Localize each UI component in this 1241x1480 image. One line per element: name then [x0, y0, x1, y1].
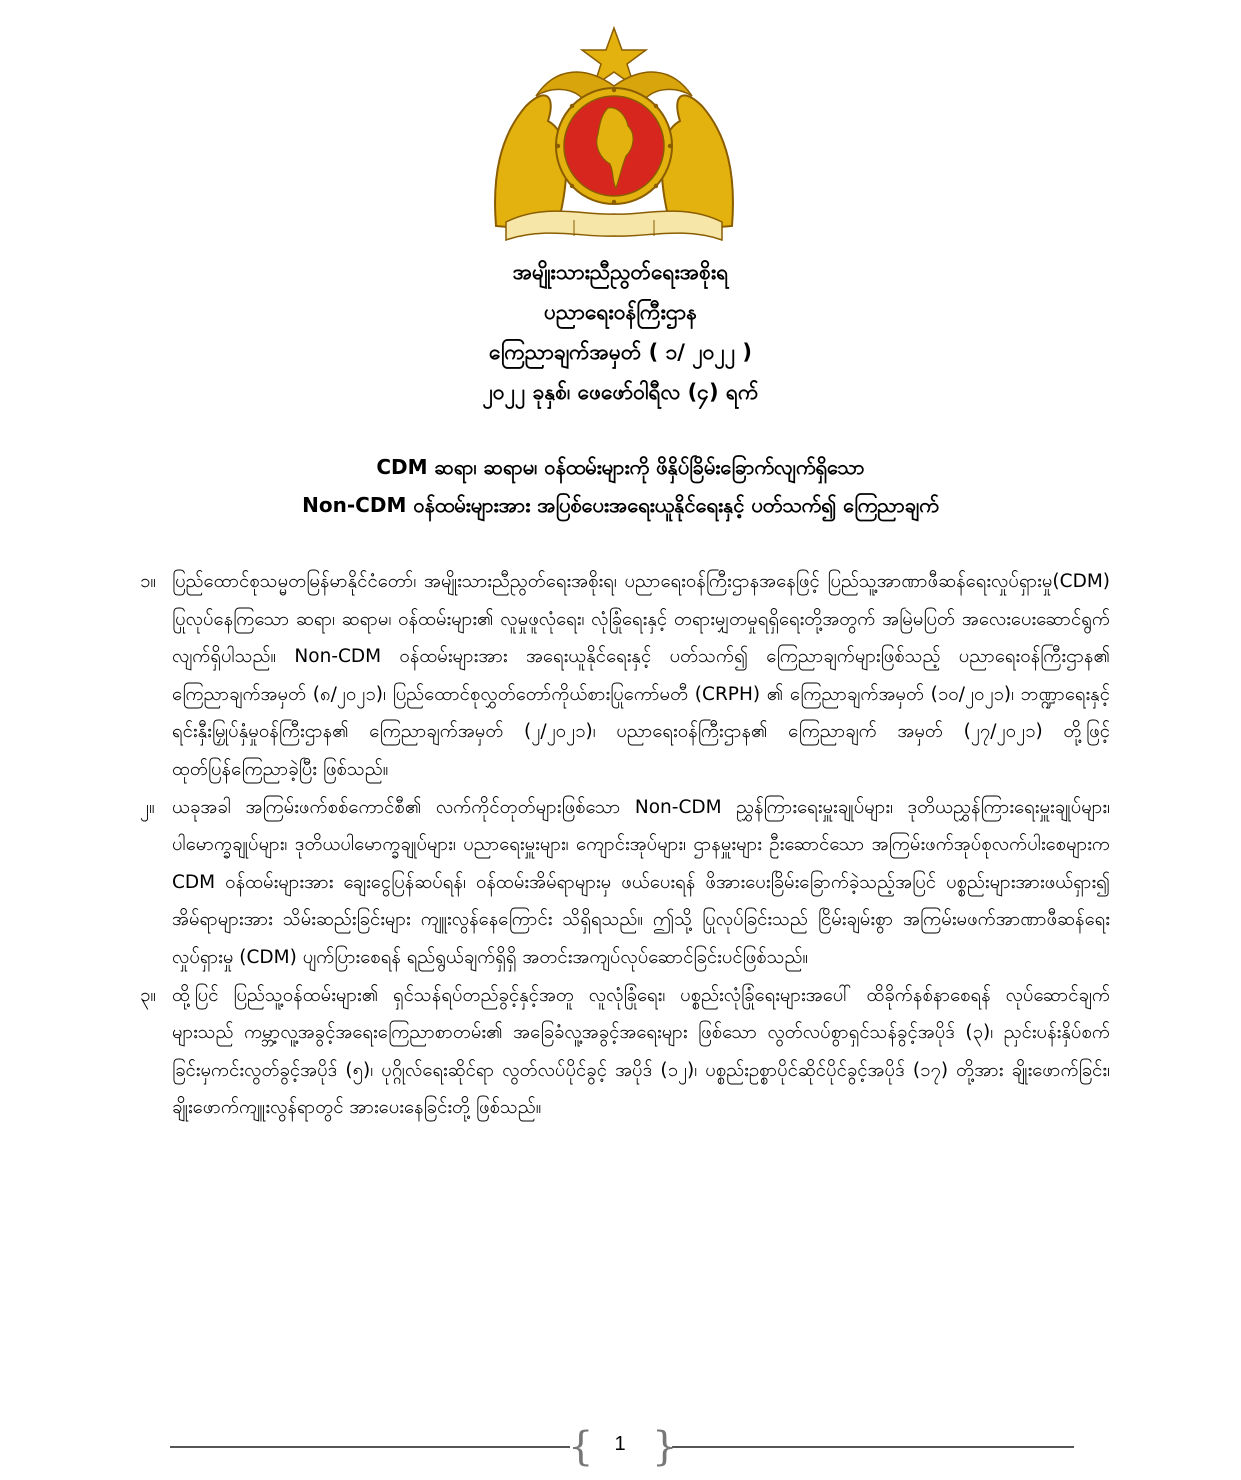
- paragraph-3: [140, 977, 1110, 1127]
- page-number: 1: [614, 1433, 626, 1455]
- state-seal-emblem: [486, 26, 742, 250]
- paragraph-number: ၁။: [140, 571, 157, 592]
- paragraph-text: ပြည်ထောင်စုသမ္မတမြန်မာနိုင်ငံတော်၊ အမျိုးသားညီညွတ်ရေးအစိုးရ၊ ပညာရေးဝန်ကြီးဌာနအနေဖြင့် ပြည်သူ့အာဏာဖီဆန်ရေးလှုပ်ရှားမှု(CDM) ပြုလုပ်နေကြသော ဆရာ၊ ဆရာမ၊ ဝန်ထမ်းများ၏ လူမှုဖူလုံရေး၊ လုံခြုံရေးနှင့် တရားမျှတမှုရရှိရေးတို့အတွက် အမြဲမပြတ် အလေးပေးဆောင်ရွက်လျက်ရှိပါသည်။ Non-CDM ဝန်ထမ်းများအား အရေးယူနိုင်ရေးနှင့် ပတ်သက်၍ ကြေညာချက်များဖြစ်သည့် ပညာရေးဝန်ကြီးဌာန၏ ကြေညာချက်အမှတ် (၈/၂၀၂၁)၊ ပြည်ထောင်စုလွှတ်တော်ကိုယ်စားပြုကော်မတီ (CRPH) ၏ ကြေညာချက်အမှတ် (၁၀/၂၀၂၁)၊ ဘဏ္ဍာရေးနှင့် ရင်းနှီးမြှုပ်နှံမှုဝန်ကြီးဌာန၏ ကြေညာချက်အမှတ် (၂/၂၀၂၁)၊ ပညာရေးဝန်ကြီးဌာန၏ ကြေညာချက် အမှတ် (၂၇/၂၀၂၁) တို့ဖြင့် ထုတ်ပြန်ကြေညာခဲ့ပြီး ဖြစ်သည်။: [172, 571, 1110, 780]
- government-name: အမျိုးသားညီညွတ်ရေးအစိုးရ: [512, 260, 729, 284]
- document-body: [140, 563, 1110, 1127]
- ribbon: [506, 211, 722, 240]
- announcement-date: ၂၀၂၂ ခုနှစ်၊ ဖေဖော်ဝါရီလ (၄) ရက်: [482, 380, 759, 404]
- ministry-name: ပညာရေးဝန်ကြီးဌာန: [544, 300, 697, 324]
- document-header: [0, 252, 1241, 412]
- announcement-number: ကြေညာချက်အမှတ် ( ၁/ ၂၀၂၂ ): [489, 340, 752, 364]
- paragraph-2: [140, 789, 1110, 977]
- paragraph-text: ယခုအခါ အကြမ်းဖက်စစ်ကောင်စီ၏ လက်ကိုင်တုတ်များဖြစ်သော Non-CDM ညွှန်ကြားရေးမှူးချုပ်များ၊ ဒုတိယညွှန်ကြားရေးမှူးချုပ်များ၊ ပါမောက္ခချုပ်များ၊ ဒုတိယပါမောက္ခချုပ်များ၊ ပညာရေးမှူးများ၊ ကျောင်းအုပ်များ၊ ဌာနမှူးများ ဦးဆောင်သော အကြမ်းဖက်အုပ်စုလက်ပါးစေများက CDM ဝန်ထမ်းများအား ချေးငွေပြန်ဆပ်ရန်၊ ဝန်ထမ်းအိမ်ရာများမှ ဖယ်ပေးရန် ဖိအားပေးခြိမ်းခြောက်ခဲ့သည့်အပြင် ပစ္စည်းများအားဖယ်ရှား၍ အိမ်ရာများအား သိမ်းဆည်းခြင်းများ ကျူးလွန်နေကြောင်း သိရှိရသည်။ ဤသို့ ပြုလုပ်ခြင်းသည် ငြိမ်းချမ်းစွာ အကြမ်းမဖက်အာဏာဖီဆန်ရေးလှုပ်ရှားမှု (CDM) ပျက်ပြားစေရန် ရည်ရွယ်ချက်ရှိရှိ အတင်းအကျပ်လုပ်ဆောင်ခြင်းပင်ဖြစ်သည်။: [172, 796, 1110, 968]
- footer-bracket-right: }: [652, 1424, 678, 1470]
- paragraph-text: ထို့ပြင် ပြည်သူ့ဝန်ထမ်းများ၏ ရှင်သန်ရပ်တည်ခွင့်နှင့်အတူ လူလုံခြုံရေး၊ ပစ္စည်းလုံခြုံရေးများအပေါ် ထိခိုက်နစ်နာစေရန် လုပ်ဆောင်ချက်များသည် ကမ္ဘာ့လူ့အခွင့်အရေးကြေညာစာတမ်း၏ အခြေခံလူ့အခွင့်အရေးများ ဖြစ်သော လွတ်လပ်စွာရှင်သန်ခွင့်အပိုဒ် (၃)၊ ညှင်းပန်းနှိပ်စက်ခြင်းမှကင်းလွတ်ခွင့်အပိုဒ် (၅)၊ ပုဂ္ဂိုလ်ရေးဆိုင်ရာ လွတ်လပ်ပိုင်ခွင့် အပိုဒ် (၁၂)၊ ပစ္စည်းဥစ္စာပိုင်ဆိုင်ပိုင်ခွင့်အပိုဒ် (၁၇) တို့အား ချိုးဖောက်ခြင်း၊ ချိုးဖောက်ကျူးလွန်ရာတွင် အားပေးနေခြင်းတို့ ဖြစ်သည်။: [172, 984, 1110, 1119]
- paragraph-number: ၂။: [140, 796, 155, 818]
- subject-line-1: CDM ဆရာ၊ ဆရာမ၊ ဝန်ထမ်းများကို ဖိနှိပ်ခြိမ်းခြောက်လျက်ရှိသော: [376, 455, 865, 479]
- footer-bracket-left: {: [568, 1424, 594, 1470]
- subject-line-2: Non-CDM ဝန်ထမ်းများအား အပြစ်ပေးအရေးယူနိုင်ရေးနှင့် ပတ်သက်၍ ကြေညာချက်: [302, 493, 939, 517]
- paragraph-1: [140, 563, 1110, 789]
- document-subject: [0, 448, 1241, 524]
- footer-rule-right: [672, 1446, 1074, 1448]
- footer-rule-left: [170, 1446, 570, 1448]
- paragraph-number: ၃။: [140, 984, 157, 1006]
